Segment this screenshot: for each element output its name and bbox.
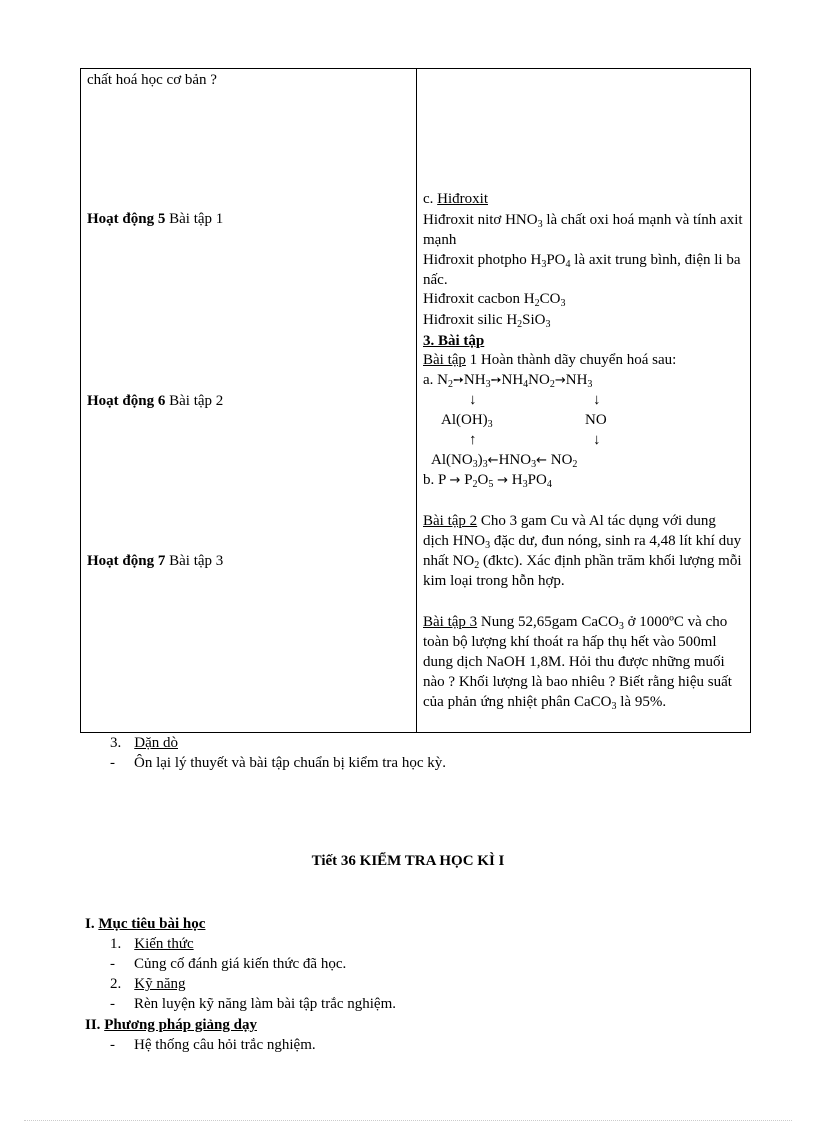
section-2-heading: II. Phương pháp giảng dạy	[85, 1017, 257, 1033]
activity-column	[81, 69, 417, 733]
silicon-hydroxide-text: Hiđroxit silic $H_2SiO_3$	[423, 312, 551, 330]
homework-item: 3. Dặn dò	[110, 735, 178, 751]
aluminium-hydroxide: $Al(OH)_3$	[441, 412, 493, 430]
activity-6: Hoạt động 6 Bài tập 2	[87, 393, 224, 409]
right-arrow-icon: →	[554, 373, 566, 388]
list-dash: -	[110, 996, 115, 1012]
homework-text: Ôn lại lý thuyết và bài tập chuẩn bị kiểm tra học kỳ.	[134, 755, 446, 771]
exercise-2-text: Bài tập 2 Cho 3 gam Cu và Al tác dụng với dung dịch $HNO_3$ đặc dư, đun nóng, sinh ra 4,48 lít khí duy nhất $NO_2$ (đktc). Xác định phần trăm khối lượng mỗi kim loại trong hỗn hợp.	[423, 513, 742, 589]
section-1-item-1: 1. Kiến thức	[110, 936, 194, 952]
section-1-heading: I. Mục tiêu bài học	[85, 916, 206, 932]
list-dash: -	[110, 1037, 115, 1053]
page-edge	[24, 1120, 792, 1121]
down-arrow-icon: ↓	[593, 432, 601, 448]
section-1-item-1-text: Củng cố đánh giá kiến thức đã học.	[134, 956, 347, 972]
phosphorus-hydroxide-text: Hiđroxit photpho $H_3PO_4$ là axit trung bình, điện li ba nấc.	[423, 252, 741, 288]
homework-dash: -	[110, 755, 115, 771]
reaction-arrow-icon: ➙	[490, 373, 502, 388]
up-arrow-icon: ↑	[469, 432, 477, 448]
section-2-text: Hệ thống câu hỏi trắc nghiệm.	[134, 1037, 316, 1053]
reaction-chain-line-bottom: $Al(NO_3)_3\leftarrow HNO_3\leftarrow$ $NO_2$	[431, 452, 578, 470]
left-arrow-icon: ←	[536, 453, 547, 468]
carbon-hydroxide-text: Hiđroxit cacbon $H_2CO_3$	[423, 291, 566, 309]
nitric-oxide: NO	[585, 412, 607, 428]
section-1-item-2: 2. Kỹ năng	[110, 976, 186, 992]
reaction-chain-line-b: b. $P \to P_2O_5 \to H_3PO_4$	[423, 472, 552, 490]
lesson-table	[80, 68, 751, 733]
activity-7: Hoạt động 7 Bài tập 3	[87, 553, 224, 569]
hydroxide-heading: c. Hiđroxit	[423, 191, 489, 207]
exercise-section-heading: 3. Bài tập	[423, 333, 485, 349]
question-tail: chất hoá học cơ bản ?	[87, 72, 217, 88]
page-title: Tiết 36 KIỂM TRA HỌC KÌ I	[311, 853, 505, 869]
down-arrow-icon: ↓	[469, 392, 477, 408]
activity-5: Hoạt động 5 Bài tập 1	[87, 211, 224, 227]
down-arrow-icon: ↓	[593, 392, 601, 408]
reaction-arrow-icon: ➙	[453, 373, 464, 388]
reaction-chain-line-a: a. $N_2➙NH_3➙NH_4NO_2\to NH_3$	[423, 372, 593, 390]
right-arrow-icon: →	[449, 473, 461, 488]
left-arrow-icon: ←	[487, 453, 499, 468]
section-1-item-2-text: Rèn luyện kỹ năng làm bài tập trắc nghiệm.	[134, 996, 397, 1012]
exercise-3-text: Bài tập 3 Nung 52,65gam CaCO$_3$ ở 1000ºC và cho toàn bộ lượng khí thoát ra hấp thụ hết vào 500ml dung dịch NaOH 1,8M. Hỏi thu được những muối nào ? Khối lượng là bao nhiêu ? Biết rằng hiệu suất của phản ứng nhiệt phân CaCO$_3$ là 95%.	[423, 614, 732, 712]
content-column	[417, 69, 751, 733]
right-arrow-icon: →	[497, 473, 509, 488]
nitrogen-hydroxide-text: Hiđroxit nitơ $HNO_3$ là chất oxi hoá mạnh và tính axit mạnh	[423, 212, 743, 248]
exercise-1-prompt: Bài tập 1 Hoàn thành dãy chuyển hoá sau:	[423, 352, 677, 368]
list-dash: -	[110, 956, 115, 972]
